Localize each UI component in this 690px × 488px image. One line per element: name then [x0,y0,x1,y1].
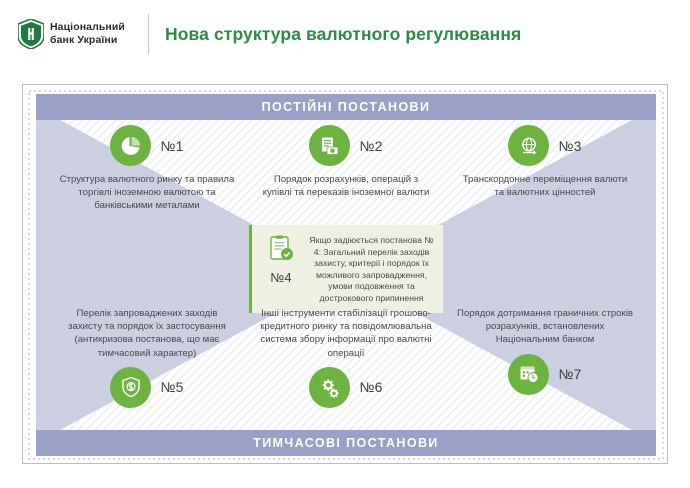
page-title: Нова структура валютного регулювання [165,23,522,44]
item-3-text: Транскордонне переміщення валюти та валютних цінностей [462,174,628,199]
item-1 [49,125,245,213]
item-2 [248,125,444,199]
top-band: ПОСТІЙНІ ПОСТАНОВИ [36,94,656,120]
globe-arrows-icon [508,125,549,166]
item-5-number: №5 [160,379,184,396]
nbu-logo-text [50,21,125,47]
item-6 [248,307,444,408]
item-5-text: Перелік запроваджених заходів захисту та порядок їх застосування (антикризова постанова, що має тимчасовий характер) [68,308,226,359]
item-5-header [49,367,245,408]
item-5 [49,307,245,408]
item-3-number: №3 [558,137,582,154]
item-2-header [248,125,444,166]
item-1-number: №1 [160,137,184,154]
item-6-header [248,367,444,408]
item-2-text: Порядок розрахунків, операцій з купівлі та переказів іноземної валюти [262,174,430,199]
item-6-number: №6 [359,379,383,396]
item-3-header [447,125,643,166]
item-6-text: Інші інструменти стабілізації грошово-кредитного ринку та повідомлювальна система збору інформації про валютні операції [260,308,432,359]
bottom-band: ТИМЧАСОВІ ПОСТАНОВИ [36,430,656,456]
page-header [0,0,690,68]
header-divider [148,14,149,54]
item-7 [447,307,643,395]
gears-icon [309,367,350,408]
item-2-number: №2 [359,137,383,154]
item-3 [447,125,643,199]
money-transfer-icon [309,125,350,166]
clipboard-checklist-icon [268,235,294,268]
nbu-logo [18,19,146,49]
logo-line-1: Національний [50,21,125,33]
logo-line-2: банк України [50,34,118,46]
central-number: №4 [270,270,292,285]
central-decree-4-box [249,225,443,313]
shield-money-icon [110,367,151,408]
diagram-frame [22,84,668,464]
calendar-clock-icon [508,354,549,395]
item-1-header [49,125,245,166]
item-7-header [447,354,643,395]
pie-chart-icon [110,125,151,166]
item-1-text: Структура валютного ринку та правила торгівлі іноземною валютою та банківськими металами [59,174,235,212]
central-icon-group [260,233,302,285]
item-7-number: №7 [558,366,582,383]
item-7-text: Порядок дотримання граничних строків розрахунків, встановлених Національним банком [457,308,633,346]
central-text: Якщо задіюється постанова № 4: Загальний перелік заходів захисту, критерії і порядок їх можливого запровадження, умови подовження та дострокового припинення [309,235,434,303]
nbu-shield-icon [18,19,44,49]
